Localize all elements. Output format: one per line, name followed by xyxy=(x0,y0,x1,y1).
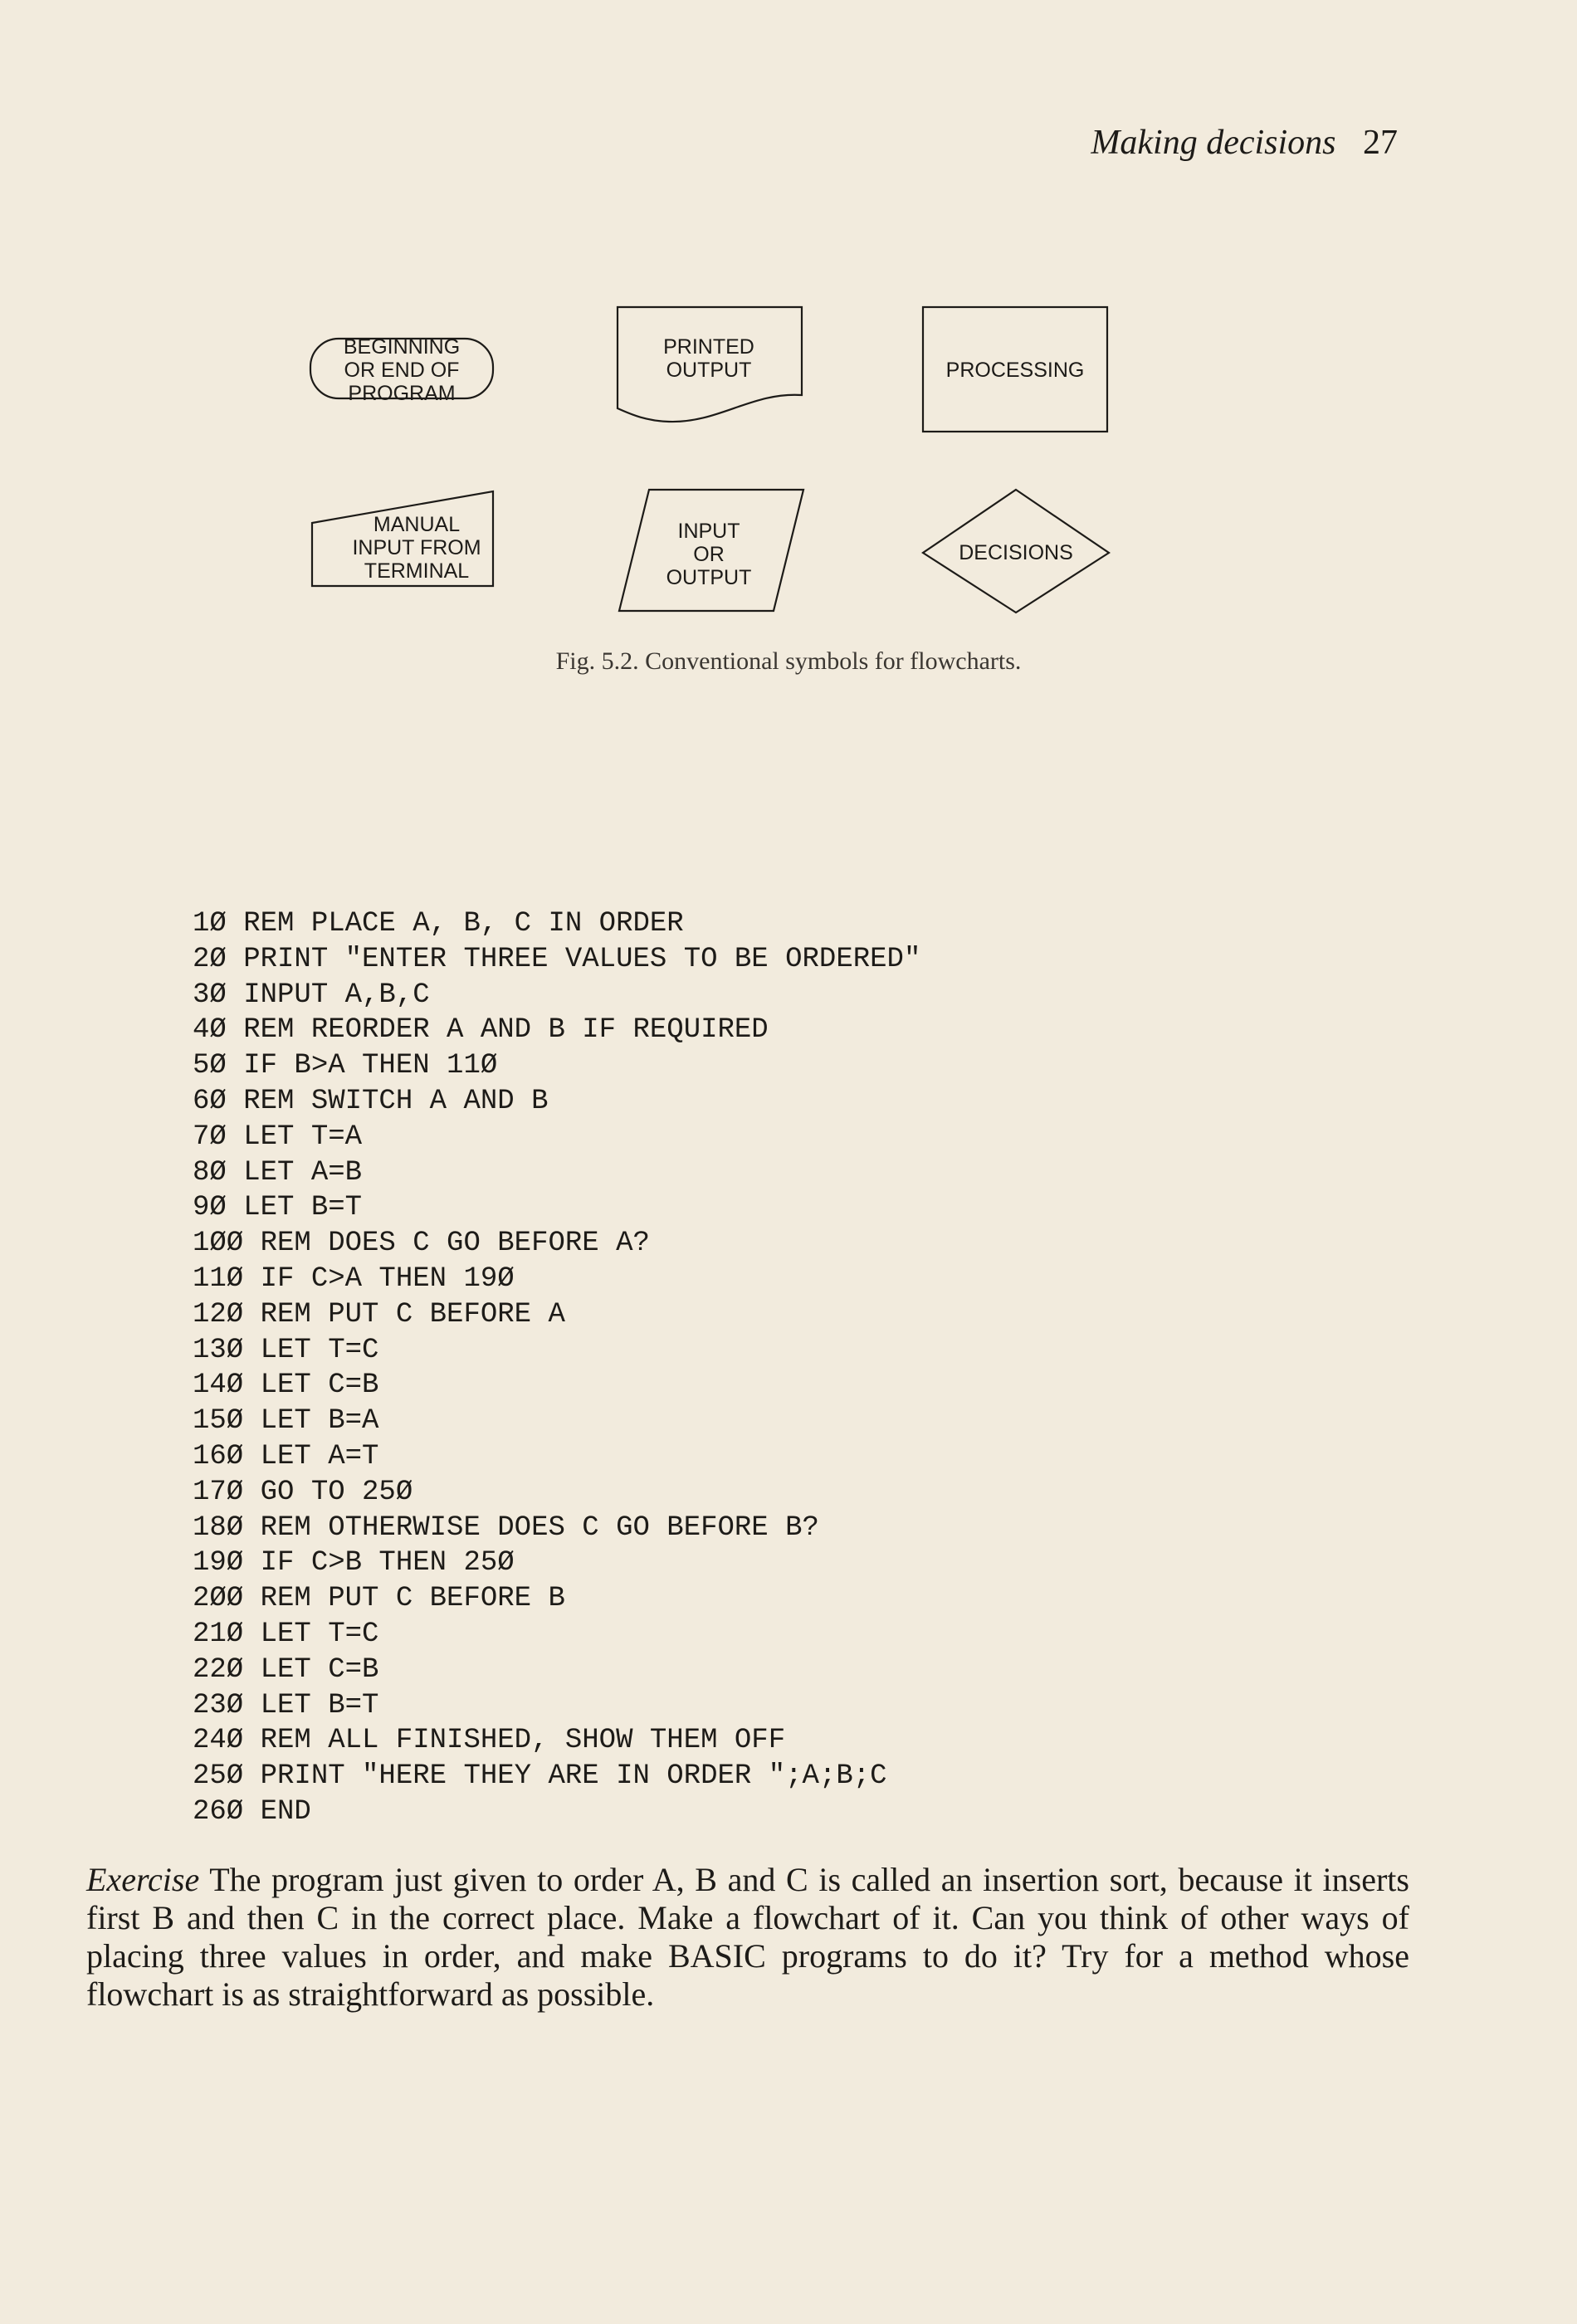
program-line: 3Ø INPUT A,B,C xyxy=(193,979,430,1011)
program-line: 23Ø LET B=T xyxy=(193,1689,379,1721)
program-line: 11Ø IF C>A THEN 19Ø xyxy=(193,1262,515,1295)
program-line: 13Ø LET T=C xyxy=(193,1334,379,1366)
terminal-label: BEGINNING OR END OF PROGRAM xyxy=(343,335,461,405)
program-line: 9Ø LET B=T xyxy=(193,1192,363,1224)
program-line: 19Ø IF C>B THEN 25Ø xyxy=(193,1547,515,1579)
program-line: 26Ø END xyxy=(193,1795,311,1828)
program-line: 2Ø PRINT "ENTER THREE VALUES TO BE ORDERED" xyxy=(193,943,921,975)
program-line: 4Ø REM REORDER A AND B IF REQUIRED xyxy=(193,1014,769,1047)
program-line: 17Ø GO TO 25Ø xyxy=(193,1476,413,1508)
program-line: 8Ø LET A=B xyxy=(193,1156,363,1189)
program-line: 1ØØ REM DOES C GO BEFORE A? xyxy=(193,1228,650,1260)
basic-program-listing xyxy=(193,906,920,1830)
program-line: 24Ø REM ALL FINISHED, SHOW THEM OFF xyxy=(193,1725,786,1757)
exercise-label: Exercise xyxy=(86,1861,200,1898)
running-head xyxy=(1091,123,1398,163)
input-output-label: INPUT OR OUTPUT xyxy=(666,520,752,589)
chapter-title: Making decisions xyxy=(1091,124,1336,162)
program-line: 21Ø LET T=C xyxy=(193,1618,379,1650)
program-line: 6Ø REM SWITCH A AND B xyxy=(193,1085,549,1117)
program-line: 2ØØ REM PUT C BEFORE B xyxy=(193,1583,565,1615)
program-line: 12Ø REM PUT C BEFORE A xyxy=(193,1298,565,1330)
program-line: 16Ø LET A=T xyxy=(193,1440,379,1472)
decisions-label: DECISIONS xyxy=(959,541,1073,564)
program-line: 5Ø IF B>A THEN 11Ø xyxy=(193,1050,498,1082)
manual-input-label: MANUAL INPUT FROM TERMINAL xyxy=(352,513,481,583)
processing-label: PROCESSING xyxy=(945,359,1085,382)
program-line: 1Ø REM PLACE A, B, C IN ORDER xyxy=(193,908,684,940)
exercise-paragraph xyxy=(86,1861,1409,2014)
exercise-text: The program just given to order A, B and C is called an insertion sort, because it inserts first B and then C in the correct place. Make a flowchart of it. Can you think of other ways of placing three values in order, and make BASIC programs to do it? Try for a method whose flowchart is as straightforward as possible. xyxy=(86,1861,1409,2013)
flowchart-symbols-figure xyxy=(304,299,1117,689)
program-line: 15Ø LET B=A xyxy=(193,1405,379,1438)
figure-caption: Fig. 5.2. Conventional symbols for flowcharts. xyxy=(555,647,1022,675)
program-line: 14Ø LET C=B xyxy=(193,1370,379,1402)
program-line: 7Ø LET T=A xyxy=(193,1120,363,1153)
page-number: 27 xyxy=(1363,124,1398,162)
program-line: 25Ø PRINT "HERE THEY ARE IN ORDER ";A;B;C xyxy=(193,1760,887,1793)
program-line: 22Ø LET C=B xyxy=(193,1653,379,1686)
program-line: 18Ø REM OTHERWISE DOES C GO BEFORE B? xyxy=(193,1511,819,1544)
printed-output-label: PRINTED OUTPUT xyxy=(663,335,754,382)
